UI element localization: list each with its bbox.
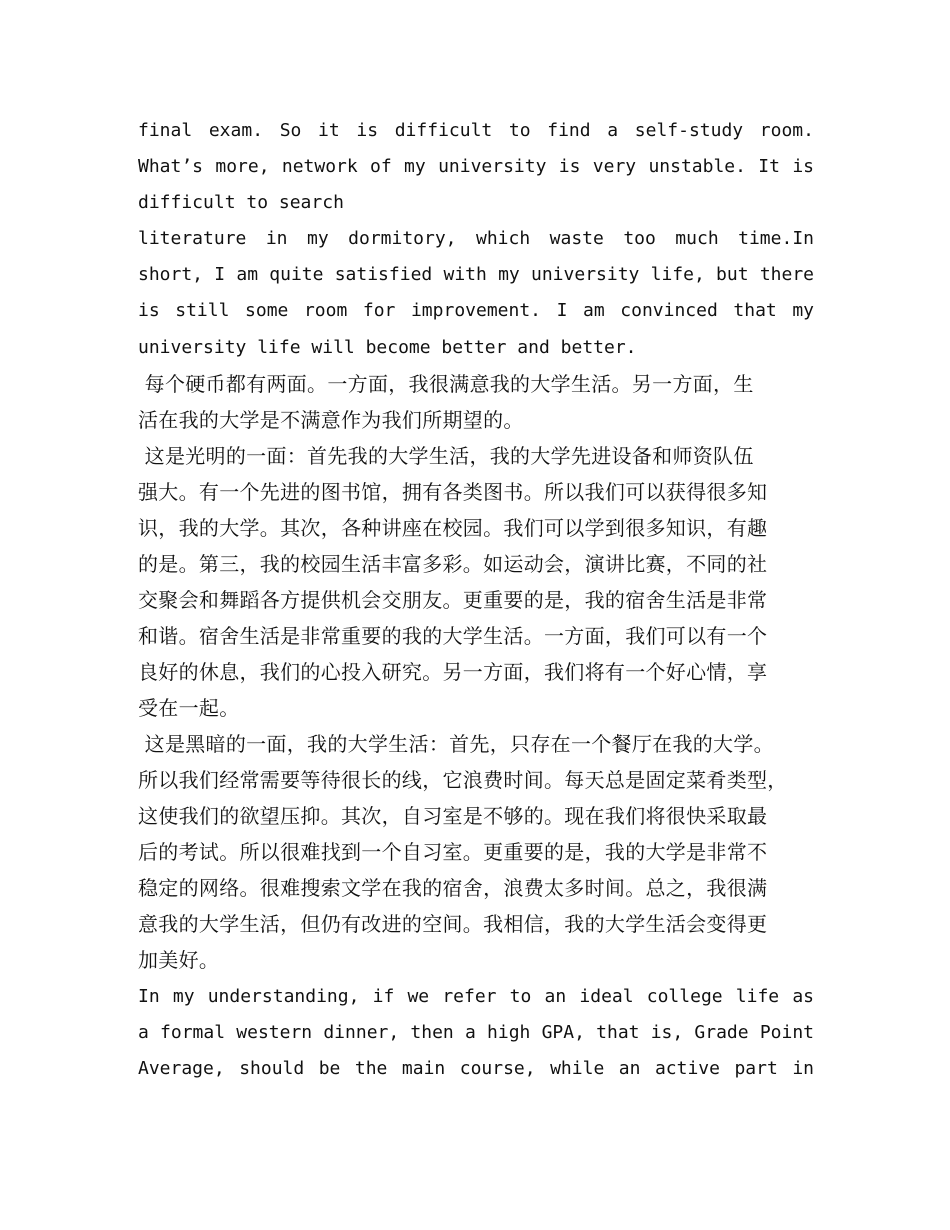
text-line: 每个硬币都有两面。一方面，我很满意我的大学生活。另一方面，生 [138,372,754,396]
text-line: 良好的休息，我们的心投入研究。另一方面，我们将有一个好心情，享 [138,660,768,684]
text-line: literature in my dormitory, which waste too much time.In [138,228,814,249]
text-line: 受在一起。 [138,696,240,720]
text-line: 稳定的网络。很难搜索文学在我的宿舍，浪费太多时间。总之，我很满 [138,876,768,900]
text-line: 所以我们经常需要等待很长的线，它浪费时间。每天总是固定菜肴类型， [138,768,788,792]
text-line: 这是黑暗的一面，我的大学生活：首先，只存在一个餐厅在我的大学。 [138,732,774,756]
text-line: short, I am quite satisfied with my university life, but there [138,264,814,285]
text-line: is still some room for improvement. I am convinced that my [138,300,814,321]
text-line: 意我的大学生活，但仍有改进的空间。我相信，我的大学生活会变得更 [138,912,768,936]
text-line: 和谐。宿舍生活是非常重要的我的大学生活。一方面，我们可以有一个 [138,624,768,648]
text-line: 活在我的大学是不满意作为我们所期望的。 [138,408,524,432]
text-line: difficult to search [138,192,344,213]
text-line: Average, should be the main course, while an active part in [138,1058,814,1079]
text-line: 强大。有一个先进的图书馆，拥有各类图书。所以我们可以获得很多知 [138,480,768,504]
text-line: university life will become better and better. [138,337,637,358]
text-line: What’s more, network of my university is very unstable. It is [138,156,814,177]
text-line: 识，我的大学。其次，各种讲座在校园。我们可以学到很多知识，有趣 [138,516,768,540]
text-line: 交聚会和舞蹈各方提供机会交朋友。更重要的是，我的宿舍生活是非常 [138,588,768,612]
text-line: 这是光明的一面：首先我的大学生活，我的大学先进设备和师资队伍 [138,444,754,468]
text-line: 后的考试。所以很难找到一个自习室。更重要的是，我的大学是非常不 [138,840,768,864]
text-line: In my understanding, if we refer to an ideal college life as [138,986,814,1007]
text-line: 加美好。 [138,948,220,972]
text-line: final exam. So it is difficult to find a self-study room. [138,120,814,141]
text-line: 这使我们的欲望压抑。其次，自习室是不够的。现在我们将很快采取最 [138,804,768,828]
text-line: 的是。第三，我的校园生活丰富多彩。如运动会，演讲比赛，不同的社 [138,552,768,576]
text-line: a formal western dinner, then a high GPA, that is, Grade Point [138,1022,814,1043]
